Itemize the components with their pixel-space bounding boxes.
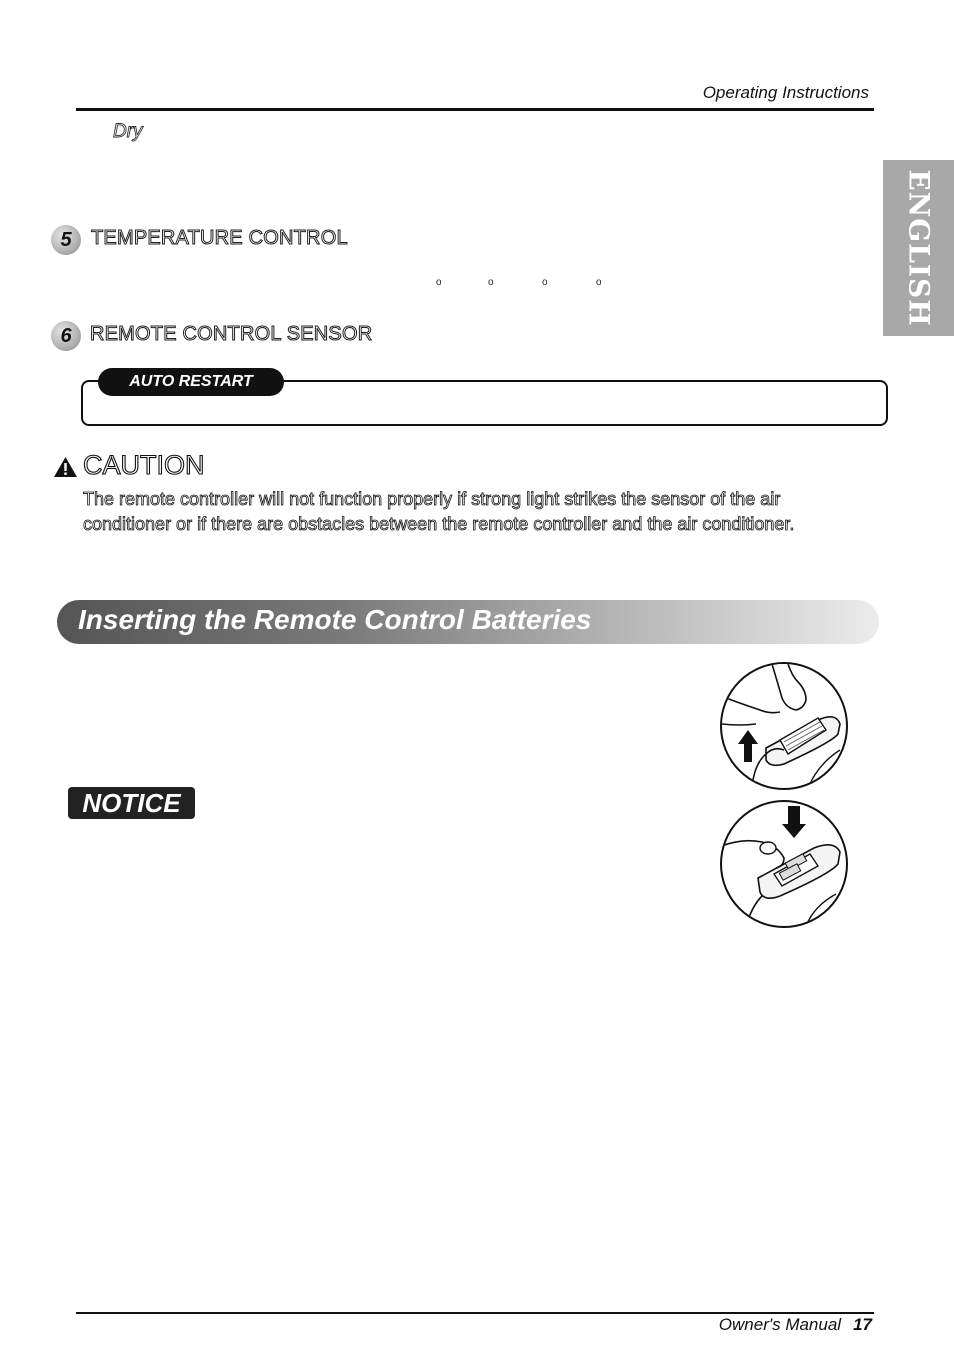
header-title: Operating Instructions [702,83,869,102]
caution-line: The remote controller will not function properly if strong light strikes the sensor of the air [83,489,781,509]
dry-label: Dry [113,121,143,142]
remote-control-sensor-heading: REMOTE CONTROL SENSOR [90,323,373,345]
section-number-badge: 5 [51,225,81,255]
caution-title: CAUTION [83,450,205,480]
degree-mark: o [596,277,602,288]
caution-text [83,487,893,537]
language-tab [883,160,954,336]
auto-restart-label: AUTO RESTART [98,368,284,396]
battery-insert-illustration [720,800,848,928]
page-number: 17 [853,1315,872,1334]
section-title: Inserting the Remote Control Batteries [78,604,592,635]
battery-cover-removal-illustration [720,662,848,790]
section-number-badge: 6 [51,321,81,351]
header-rule [76,108,874,111]
temperature-control-heading: TEMPERATURE CONTROL [91,227,348,249]
degree-mark: o [436,277,442,288]
language-tab-label: ENGLISH [902,169,935,327]
caution-line: conditioner or if there are obstacles between the remote controller and the air conditioner. [83,514,795,534]
footer-rule [76,1312,874,1314]
footer [600,1315,872,1335]
remote-open-cover-icon [722,664,846,788]
footer-label: Owner's Manual [718,1315,842,1334]
notice-label: NOTICE [68,787,195,819]
remote-insert-battery-icon [722,802,846,926]
degree-mark: o [542,277,548,288]
degree-mark: o [488,277,494,288]
warning-triangle-icon [53,456,78,478]
